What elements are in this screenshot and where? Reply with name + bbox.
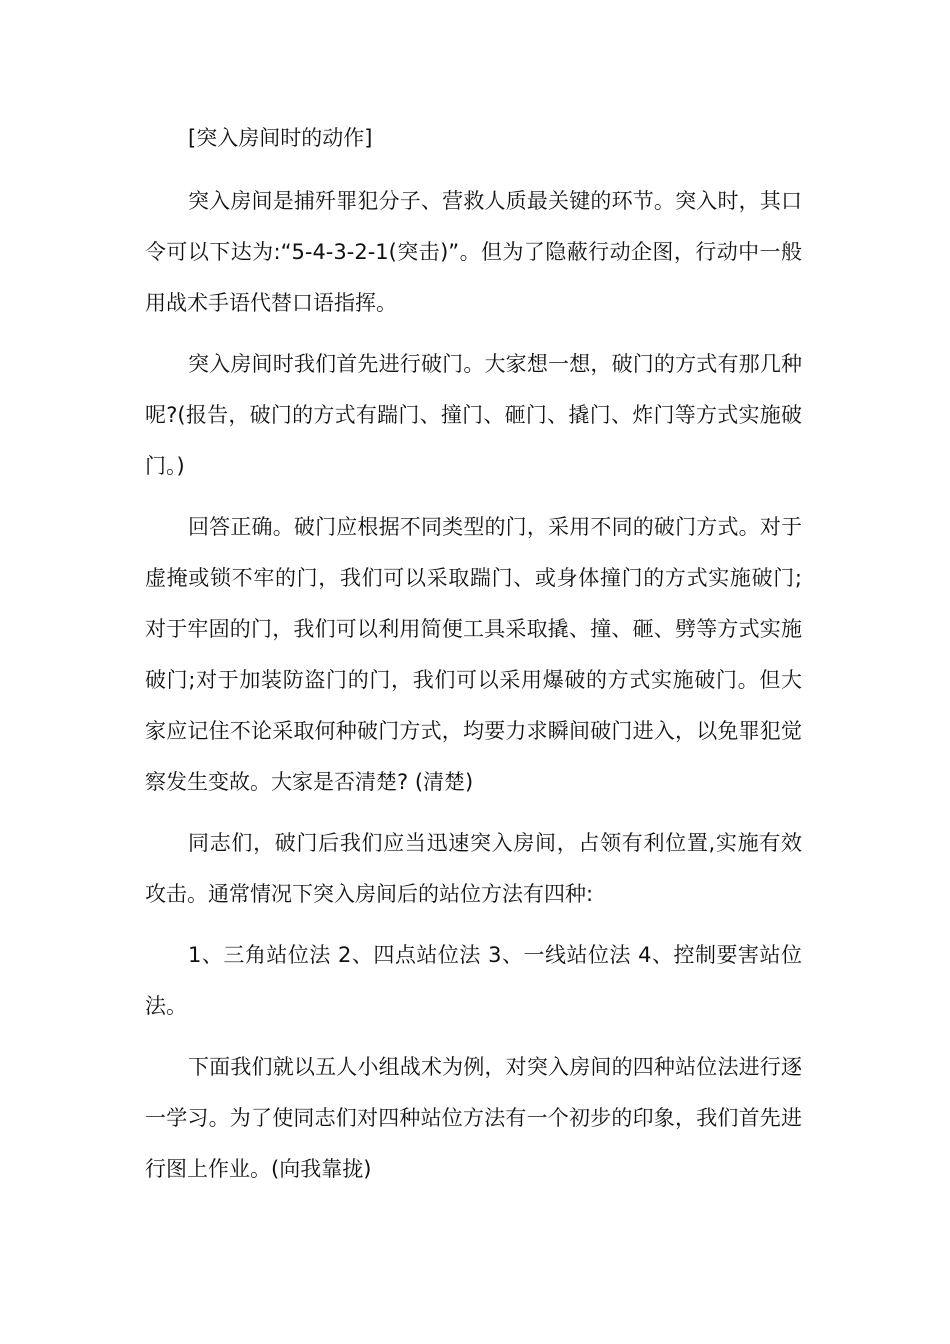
document-body [145, 113, 802, 1195]
paragraph-2: 突入房间时我们首先进行破门。大家想一想，破门的方式有那几种呢?(报告，破门的方式有踹门、撞门、砸门、撬门、炸门等方式实施破门。) [145, 352, 802, 478]
paragraph-6: 下面我们就以五人小组战术为例，对突入房间的四种站位法进行逐一学习。为了使同志们对四种站位方法有一个初步的印象，我们首先进行图上作业。(向我靠拢) [145, 1055, 802, 1181]
paragraph-1: 突入房间是捕歼罪犯分子、营救人质最关键的环节。突入时，其口令可以下达为:“5-4-3-2-1(突击)”。但为了隐蔽行动企图，行动中一般用战术手语代替口语指挥。 [145, 189, 802, 315]
paragraph-3: 回答正确。破门应根据不同类型的门，采用不同的破门方式。对于虚掩或锁不牢的门，我们可以采取踹门、或身体撞门的方式实施破门;对于牢固的门，我们可以利用简便工具采取撬、撞、砸、劈等方式实施破门;对于加装防盗门的门，我们可以采用爆破的方式实施破门。但大家应记住不论采取何种破门方式，均要力求瞬间破门进入，以免罪犯觉察发生变故。大家是否清楚? (清楚) [145, 515, 802, 794]
paragraph-4: 同志们，破门后我们应当迅速突入房间，占领有利位置,实施有效攻击。通常情况下突入房间后的站位方法有四种: [145, 831, 802, 906]
section-heading: [突入房间时的动作] [188, 126, 373, 150]
paragraph-5: 1、三角站位法 2、四点站位法 3、一线站位法 4、控制要害站位法。 [145, 943, 802, 1018]
